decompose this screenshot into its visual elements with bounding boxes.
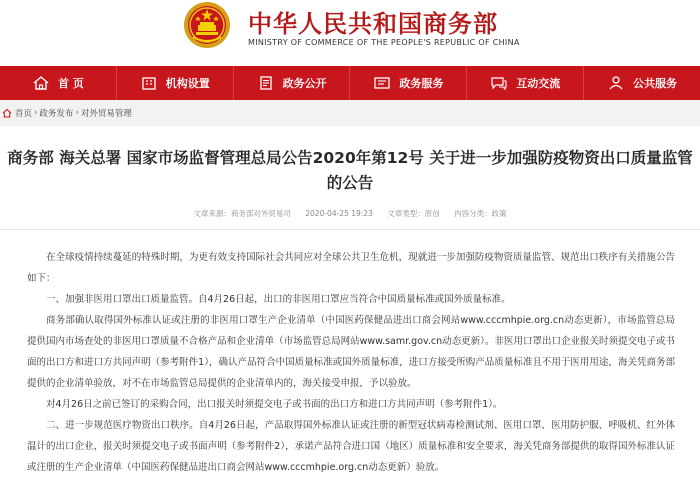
article-paragraph: 在全球疫情持续蔓延的特殊时期，为更有效支持国际社会共同应对全球公共卫生危机，现就进一步加强防疫物资质量监管、规范出口秩序有关措施公告如下： <box>27 252 675 284</box>
person-icon <box>607 75 625 91</box>
article-title: 商务部 海关总署 国家市场监督管理总局公告2020年第12号 关于进一步加强防疫物资出口质量监管的公告 <box>7 149 693 192</box>
nav-item-label: 政务公开 <box>282 77 327 90</box>
service-icon <box>373 75 391 91</box>
nav-item-label: 首 页 <box>57 77 84 90</box>
nav-item-label: 机构设置 <box>165 77 210 90</box>
nav-item-label: 互动交流 <box>516 77 561 90</box>
article-paragraph: 二、进一步规范医疗物资出口秩序。自4月26日起，产品取得国外标准认证或注册的新型冠状病毒检测试剂、医用口罩、医用防护服、呼吸机、红外体温计的出口企业，报关时须提交电子或书面声明（参考附件2），承诺产品符合进口国（地区）质量标准和安全要求，海关凭商务部提供的取得国外标准认证或注册的生产企业清单（中国医药保健品进出口商会网站www.cccmhpie.org.cn动态更新）验放。 <box>27 420 675 473</box>
article-category: 内容分类：政策 <box>454 209 507 218</box>
ministry-name-cn: 中华人民共和国商务部 <box>248 10 498 38</box>
article-paragraph: 对4月26日之前已签订的采购合同，出口报关时须提交电子或书面的出口方和进口方共同声明（参考附件1）。 <box>46 399 503 410</box>
nav-item-public-services[interactable] <box>584 66 700 100</box>
building-icon <box>140 75 158 91</box>
nav-item-label: 公共服务 <box>633 77 678 90</box>
article-body <box>27 247 675 478</box>
article-type: 文章类型：原创 <box>387 209 440 218</box>
nav-item-interaction[interactable] <box>467 66 584 100</box>
article-source: 文章来源：商务部对外贸易司 <box>193 209 291 218</box>
article-meta <box>0 208 700 219</box>
breadcrumb-separator: › <box>34 108 38 118</box>
national-emblem-icon[interactable] <box>183 1 231 49</box>
breadcrumb-section[interactable]: 对外贸易管理 <box>80 109 132 119</box>
nav-item-home[interactable] <box>0 66 117 100</box>
article-date: 2020-04-25 19:23 <box>305 209 373 218</box>
title-divider <box>0 229 700 230</box>
nav-item-label: 政务服务 <box>399 77 444 90</box>
article-paragraph: 商务部确认取得国外标准认证或注册的非医用口罩生产企业清单（中国医药保健品进出口商会网站www.cccmhpie.org.cn动态更新），市场监管总局提供国内市场查处的非医用口罩质量不合格产品和企业清单（市场监管总局网站www.samr.gov.cn动态更新）。非医用口罩出口企业报关时须提交电子或书面的出口方和进口方共同声明（参考附件1），确认产品符合中国质量标准或国外质量标准，进口方接受所购产品质量标准且不用于医用用途，海关凭商务部提供的企业清单验放，对不在市场监管总局提供的企业清单内的，海关接受申报，予以验放。 <box>27 315 675 389</box>
breadcrumb-home[interactable]: 首页 <box>15 109 33 119</box>
document-icon <box>257 75 275 91</box>
breadcrumb <box>0 100 700 126</box>
nav-item-government-affairs[interactable] <box>234 66 351 100</box>
nav-item-services[interactable] <box>350 66 467 100</box>
breadcrumb-release[interactable]: 政务发布 <box>39 109 74 119</box>
breadcrumb-home-icon <box>2 108 12 118</box>
chat-icon <box>490 75 508 91</box>
article-paragraph: 一、加强非医用口罩出口质量监管。自4月26日起，出口的非医用口罩应当符合中国质量标准或国外质量标准。 <box>46 294 511 305</box>
ministry-name-en: MINISTRY OF COMMERCE OF THE PEOPLE'S REPUBLIC OF CHINA <box>248 38 520 47</box>
home-icon <box>32 75 50 91</box>
site-header <box>0 0 700 66</box>
main-nav <box>0 66 700 100</box>
breadcrumb-separator: › <box>75 108 79 118</box>
nav-item-organization[interactable] <box>117 66 234 100</box>
